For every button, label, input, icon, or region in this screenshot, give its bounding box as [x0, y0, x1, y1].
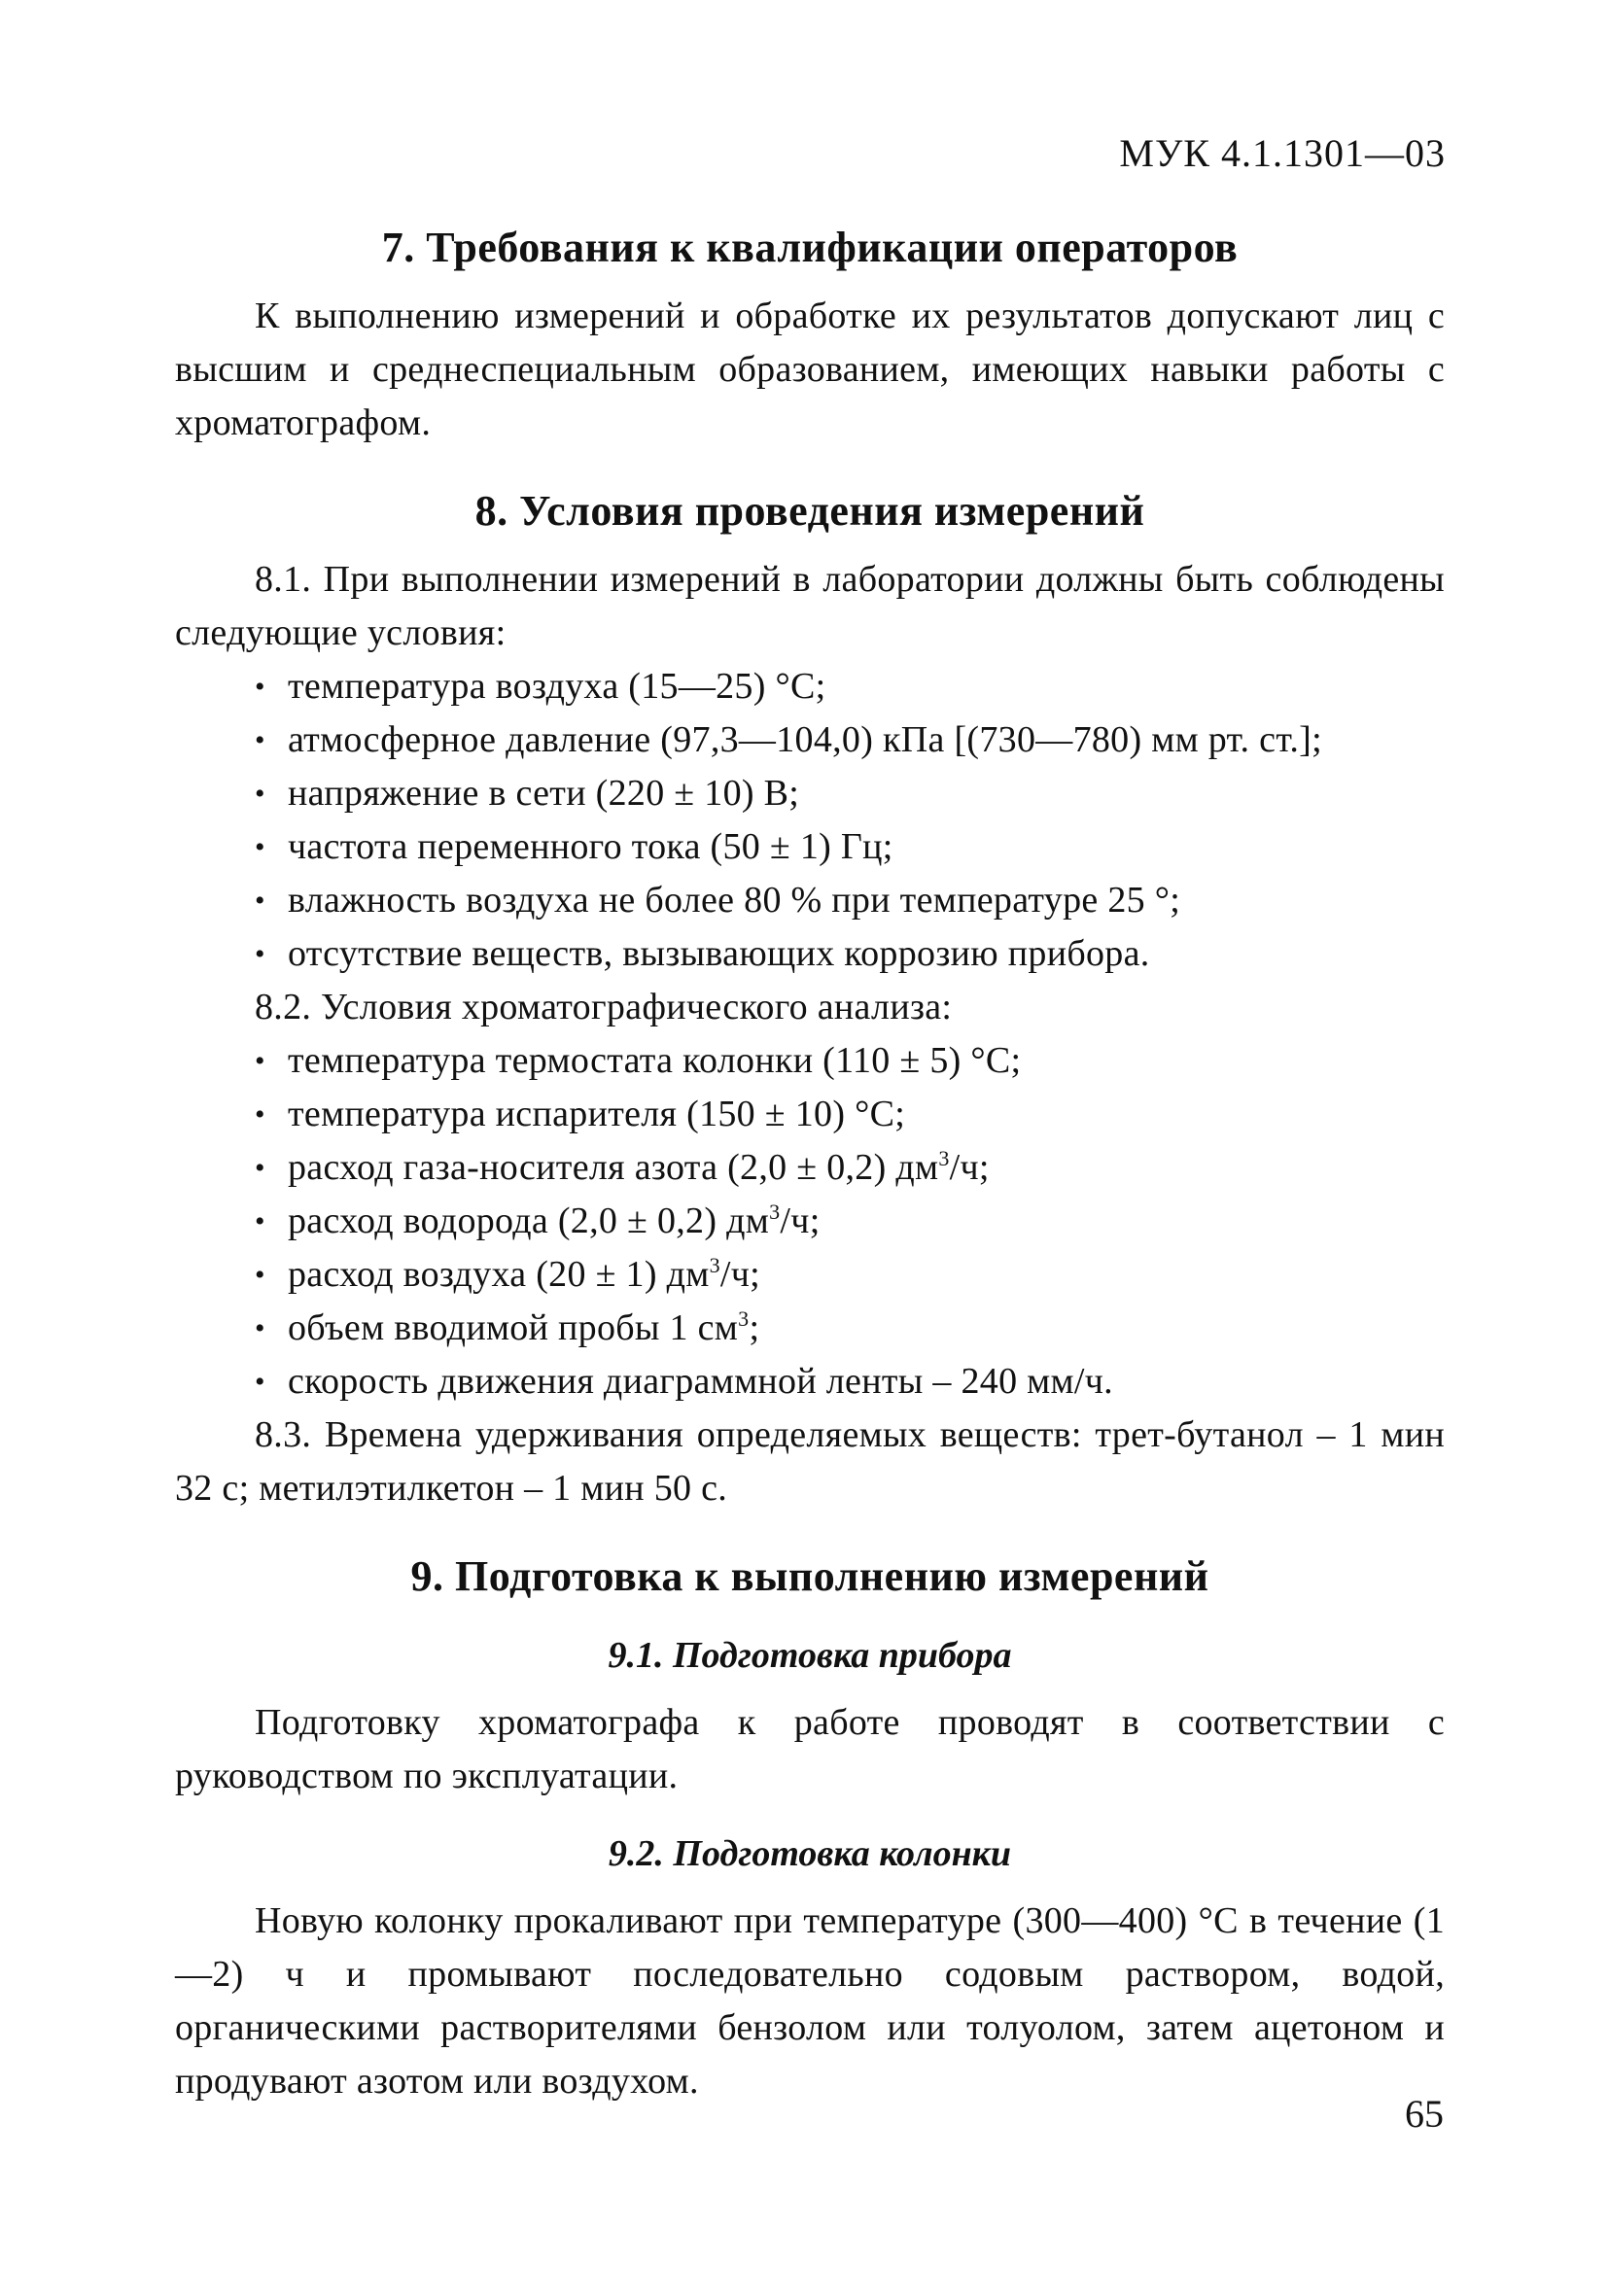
bullet-icon: •: [255, 1152, 265, 1184]
analysis-conditions-list: [175, 1034, 1445, 1409]
document-code: МУК 4.1.1301—03: [1119, 131, 1446, 175]
list-item: • отсутствие веществ, вызывающих коррозию прибора.: [255, 927, 1445, 981]
list-item: • частота переменного тока (50 ± 1) Гц;: [255, 820, 1445, 874]
bullet-icon: •: [255, 671, 265, 703]
page-content: [175, 220, 1445, 2108]
paragraph-8-3: 8.3. Времена удерживания определяемых веществ: трет-бутанол – 1 мин 32 с; метилэтилкетон – 1 мин 50 с.: [175, 1414, 1445, 1509]
section-8-title: 8. Условия проведения измерений: [474, 487, 1145, 535]
section-9-title: 9. Подготовка к выполнению измерений: [410, 1552, 1209, 1600]
bullet-icon: •: [255, 885, 265, 917]
list-item: • температура испарителя (150 ± 10) °С;: [255, 1088, 1445, 1141]
page-number: 65: [1405, 2092, 1444, 2136]
conditions-list: [175, 660, 1445, 981]
list-item: • расход газа-носителя азота (2,0 ± 0,2) $дм^3/ч$;: [255, 1141, 1445, 1195]
bullet-icon: •: [255, 1259, 265, 1291]
list-item: • атмосферное давление (97,3—104,0) кПа [(730—780) мм рт. ст.];: [255, 713, 1445, 767]
bullet-icon: •: [255, 1366, 265, 1398]
list-item: • напряжение в сети (220 ± 10) В;: [255, 767, 1445, 820]
subsection-9-2-text: Новую колонку прокаливают при температуре (300—400) °С в течение (1—2) ч и промывают последовательно содовым раствором, водой, органическими растворителями бензолом или толуолом, затем ацетоном и продувают азотом или воздухом.: [175, 1900, 1445, 2102]
list-item: • температура воздуха (15—25) °С;: [255, 660, 1445, 713]
bullet-icon: •: [255, 831, 265, 863]
list-item: • скорость движения диаграммной ленты – 240 мм/ч.: [255, 1355, 1445, 1409]
bullet-icon: •: [255, 1205, 265, 1237]
subsection-9-1-text: Подготовку хроматографа к работе проводят в соответствии с руководством по эксплуатации.: [175, 1702, 1445, 1796]
paragraph-8-2: 8.2. Условия хроматографического анализа:: [255, 987, 953, 1027]
list-item: • расход водорода (2,0 ± 0,2) $дм^3/ч$;: [255, 1195, 1445, 1248]
list-item: • температура термостата колонки (110 ± 5) °С;: [255, 1034, 1445, 1088]
bullet-icon: •: [255, 938, 265, 970]
list-item: • расход воздуха (20 ± 1) $дм^3/ч$;: [255, 1248, 1445, 1302]
bullet-icon: •: [255, 724, 265, 756]
bullet-icon: •: [255, 1312, 265, 1344]
list-item: • объем вводимой пробы 1 $см^3$;: [255, 1302, 1445, 1355]
subsection-9-1-title: 9.1. Подготовка прибора: [608, 1635, 1012, 1676]
subsection-9-2-title: 9.2. Подготовка колонки: [608, 1833, 1012, 1874]
list-item: • влажность воздуха не более 80 % при температуре 25 °;: [255, 874, 1445, 927]
bullet-icon: •: [255, 1098, 265, 1131]
section-7-text: К выполнению измерений и обработке их результатов допускают лиц с высшим и среднеспециальным образованием, имеющих навыки работы с хроматографом.: [175, 296, 1445, 443]
section-7-title: 7. Требования к квалификации операторов: [381, 224, 1239, 271]
paragraph-8-1: 8.1. При выполнении измерений в лаборатории должны быть соблюдены следующие условия:: [175, 559, 1445, 653]
bullet-icon: •: [255, 1045, 265, 1077]
bullet-icon: •: [255, 778, 265, 810]
